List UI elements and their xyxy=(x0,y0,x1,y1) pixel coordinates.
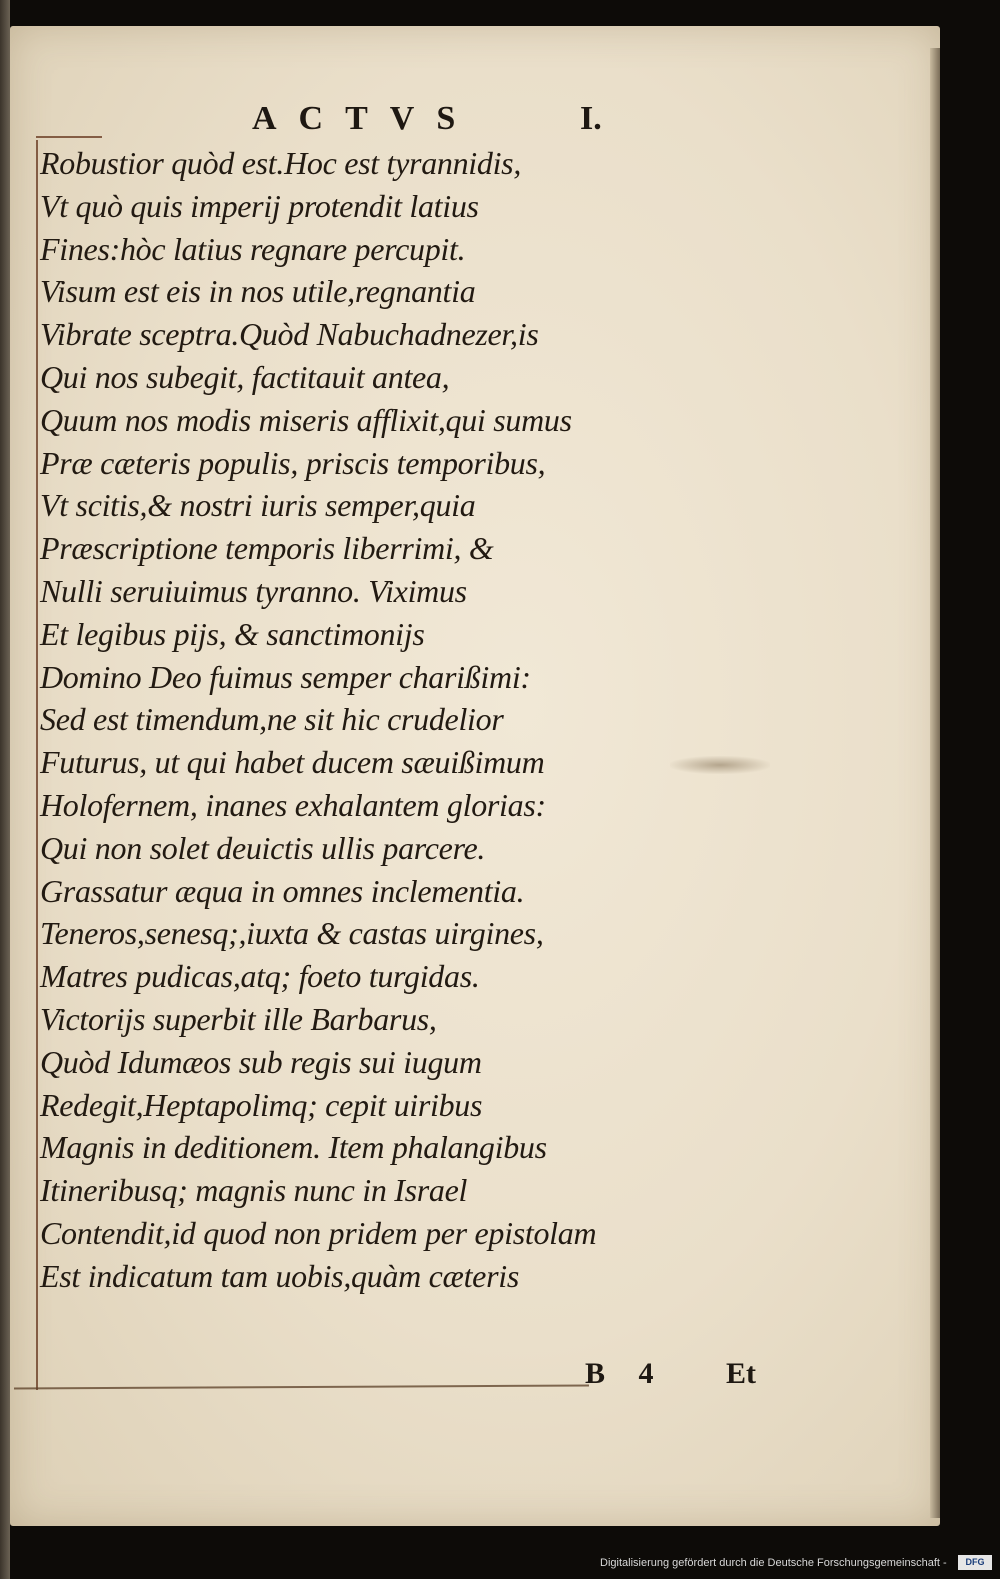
running-head: ACTVS xyxy=(252,100,478,137)
book-gutter xyxy=(0,0,10,1579)
digitization-credit: Digitalisierung gefördert durch die Deutsche Forschungsgemeinschaft - xyxy=(600,1557,947,1569)
verse-line: Est indicatum tam uobis,quàm cæteris xyxy=(40,1257,519,1294)
verse-line: Vibrate sceptra.Quòd Nabuchadnezer,is xyxy=(40,316,539,353)
verse-line: Teneros,senesq;,iuxta & castas uirgines, xyxy=(40,915,544,952)
margin-tick-mark xyxy=(36,136,102,138)
verse-line: Victorijs superbit ille Barbarus, xyxy=(40,1000,437,1037)
verse-line: Quum nos modis miseris afflixit,qui sumus xyxy=(40,401,572,438)
verse-line: Magnis in deditionem. Item phalangibus xyxy=(40,1129,547,1166)
signature-mark: B 4 xyxy=(585,1357,654,1390)
verse-line: Fines:hòc latius regnare percupit. xyxy=(40,230,466,267)
verse-line: Nulli seruiuimus tyranno. Viximus xyxy=(40,572,467,609)
verse-line: Quòd Idumæos sub regis sui iugum xyxy=(40,1043,482,1080)
verse-line: Grassatur æqua in omnes inclementia. xyxy=(40,872,525,909)
verse-line: Vt quò quis imperij protendit latius xyxy=(40,187,479,224)
paper-stain xyxy=(670,756,770,774)
verse-line: Futurus, ut qui habet ducem sæuißimum xyxy=(40,744,545,781)
page-edge xyxy=(930,48,940,1518)
verse-line: Et legibus pijs, & sanctimonijs xyxy=(40,615,425,652)
verse-line: Itineribusq; magnis nunc in Israel xyxy=(40,1172,468,1209)
verse-line: Sed est timendum,ne sit hic crudelior xyxy=(40,701,504,738)
verse-line: Domino Deo fuimus semper charißimi: xyxy=(40,658,531,695)
catchword: Et xyxy=(726,1357,756,1390)
dfg-logo[interactable]: DFG xyxy=(958,1555,992,1570)
margin-rule xyxy=(36,140,38,1390)
verse-line: Vt scitis,& nostri iuris semper,quia xyxy=(40,487,476,524)
verse-line: Robustior quòd est.Hoc est tyrannidis, xyxy=(40,145,522,181)
verse-line: Holofernem, inanes exhalantem glorias: xyxy=(40,786,546,823)
verse-text xyxy=(40,142,660,1298)
verse-line: Præ cæteris populis, priscis temporibus, xyxy=(40,444,546,481)
act-numeral: I. xyxy=(580,100,602,137)
verse-line: Præscriptione temporis liberrimi, & xyxy=(40,530,494,567)
verse-line: Qui non solet deuictis ullis parcere. xyxy=(40,829,486,866)
verse-line: Qui nos subegit, factitauit antea, xyxy=(40,358,450,395)
verse-line: Visum est eis in nos utile,regnantia xyxy=(40,273,476,310)
verse-line: Matres pudicas,atq; foeto turgidas. xyxy=(40,958,480,995)
verse-line: Contendit,id quod non pridem per epistolam xyxy=(40,1214,597,1251)
verse-line: Redegit,Heptapolimq; cepit uiribus xyxy=(40,1086,483,1123)
